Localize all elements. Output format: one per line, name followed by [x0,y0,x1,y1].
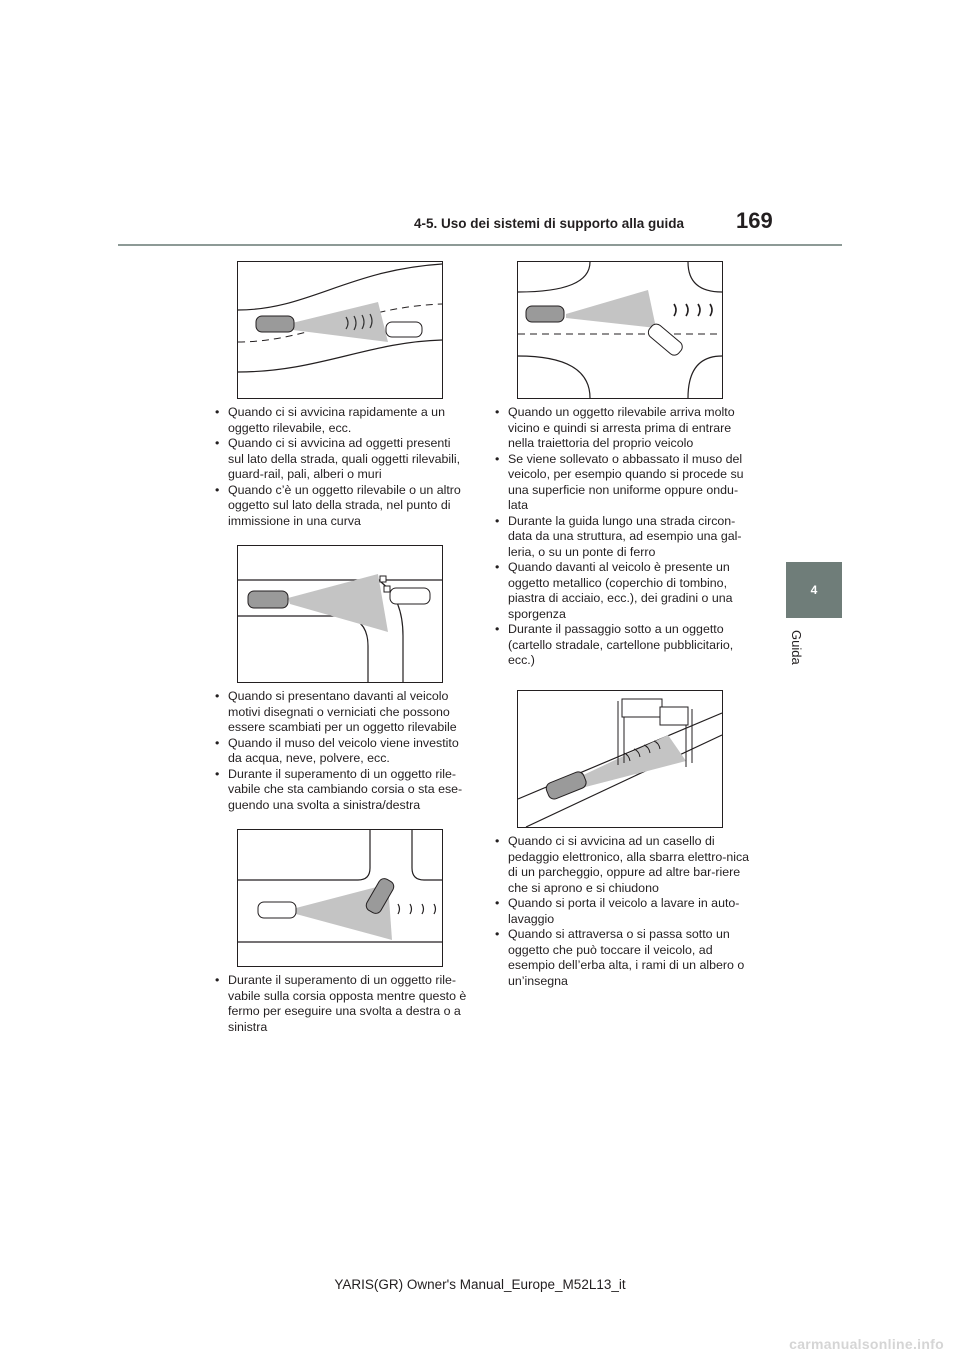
figure-curve-roadside-objects [237,545,443,683]
list-item: • Quando il muso del veicolo viene investito da acqua, neve, polvere, ecc. [212,736,468,767]
list-item: • Quando un oggetto rilevabile arriva molto vicino e quindi si arresta prima di entrare nella traiettoria del proprio veicolo [492,405,754,452]
list-item: • Durante il superamento di un oggetto rile-vabile sulla corsia opposta mentre questo è fermo per eseguire una svolta a destra o a sinistra [212,973,468,1035]
list-item: • Quando ci si avvicina rapidamente a un oggetto rilevabile, ecc. [212,405,468,436]
header-rule [118,244,842,246]
list-item: • Durante la guida lungo una strada circon-data da una struttura, ad esempio una gal-leria, o su un ponte di ferro [492,514,754,561]
bullet-list-left-2 [212,689,468,813]
overhead-sign-illustration [518,691,722,827]
footer-manual-id: YARIS(GR) Owner's Manual_Europe_M52L13_it [334,1277,626,1292]
page-number: 169 [736,208,773,233]
list-item: • Se viene sollevato o abbassato il muso del veicolo, per esempio quando si procede su una superficie non uniforme oppure ondu-lata [492,452,754,514]
list-item: • Quando c’è un oggetto rilevabile o un altro oggetto sul lato della strada, nel punto di immissione in una curva [212,483,468,530]
figure-oncoming-turning-vehicle [237,829,443,967]
chapter-tab[interactable]: 4 [786,562,842,618]
curve-road-illustration [238,262,442,398]
list-item: • Quando si presentano davanti al veicolo motivi disegnati o verniciati che possono essere scambiati per un oggetto rilevabile [212,689,468,736]
figure-intersection-cutin [517,261,723,399]
list-item: • Quando si porta il veicolo a lavare in auto-lavaggio [492,896,754,927]
bullet-list-right-1 [492,405,754,669]
list-item: • Durante il passaggio sotto a un oggetto (cartello stradale, cartellone pubblicitario, ecc.) [492,622,754,669]
bullet-list-right-2 [492,834,754,989]
list-item: • Quando si attraversa o si passa sotto un oggetto che può toccare il veicolo, ad esempio dell’erba alta, i rami di un albero o un’insegna [492,927,754,989]
list-item: • Durante il superamento di un oggetto rile-vabile che sta cambiando corsia o sta ese-guendo una svolta a sinistra/destra [212,767,468,814]
list-item: • Quando ci si avvicina ad un casello di pedaggio elettronico, alla sbarra elettro-nica di un parcheggio, oppure ad altre bar-riere che si aprono e si chiudono [492,834,754,896]
figure-curve-road [237,261,443,399]
bullet-list-left-1 [212,405,468,529]
chapter-label: Guida [789,630,804,665]
curve-roadside-illustration [238,546,442,682]
list-item: • Quando davanti al veicolo è presente un oggetto metallico (coperchio di tombino, piastra di acciaio, ecc.), dei gradini o una sporgenza [492,560,754,622]
section-title: 4-5. Uso dei sistemi di supporto alla guida [414,216,685,231]
bullet-list-left-3 [212,973,468,1035]
oncoming-turn-illustration [238,830,442,966]
watermark: carmanualsonline.info [789,1336,944,1352]
intersection-cutin-illustration [518,262,722,398]
figure-overhead-sign [517,690,723,828]
list-item: • Quando ci si avvicina ad oggetti presenti sul lato della strada, quali oggetti rilevabili, guard-rail, pali, alberi o muri [212,436,468,483]
